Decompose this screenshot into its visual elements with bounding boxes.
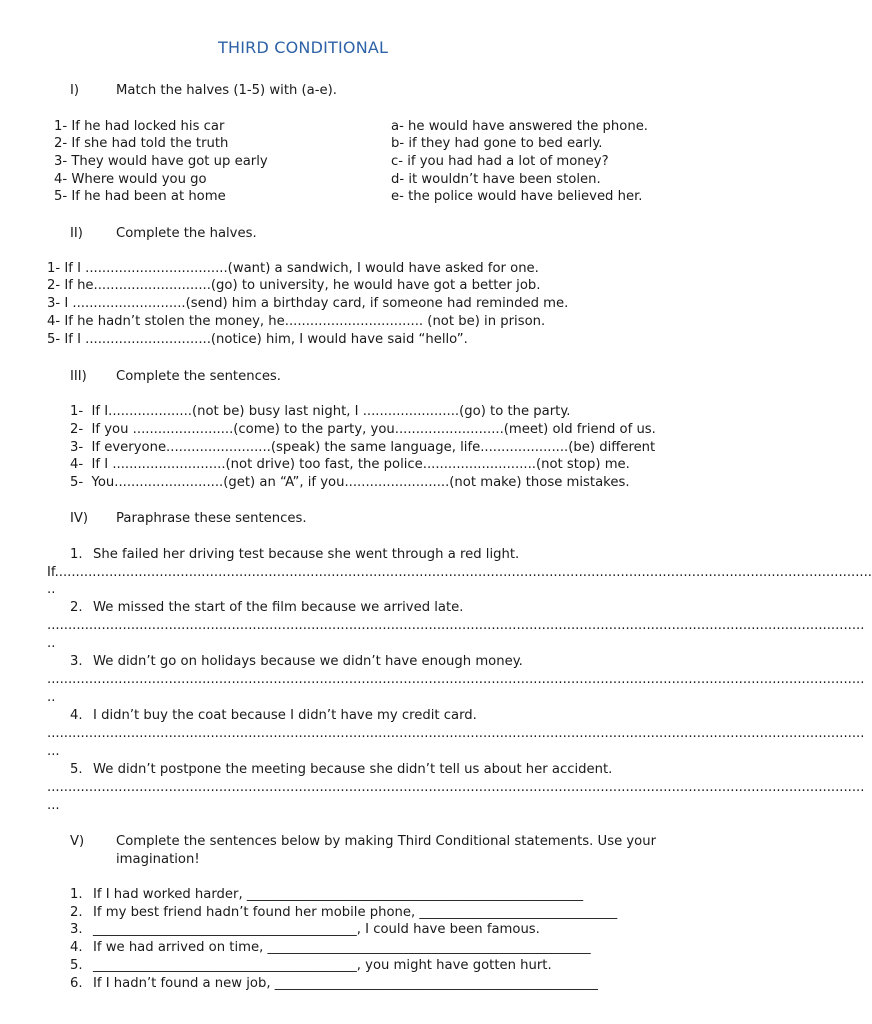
statement-number: 1.: [70, 887, 83, 902]
match-right-item: b- if they had gone to bed early.: [391, 136, 603, 151]
halves-item: 1- If I ..................................(want) a sandwich, I would have asked for one.: [47, 261, 539, 276]
halves-item: 2- If he............................(go) to university, he would have got a better job.: [47, 278, 541, 293]
statement-number: 4.: [70, 940, 83, 955]
match-right-item: a- he would have answered the phone.: [391, 119, 648, 134]
section-2-number: II): [70, 226, 83, 241]
paraphrase-sentence: She failed her driving test because she went through a red light.: [93, 547, 520, 562]
match-left-item: 3- They would have got up early: [54, 154, 268, 169]
halves-item: 3- I ...........................(send) him a birthday card, if someone had reminded me.: [47, 296, 569, 311]
answer-line-tail: ..: [47, 636, 56, 651]
statement-item: ________________________________________, I could have been famous.: [93, 922, 540, 937]
paraphrase-number: 1.: [70, 547, 83, 562]
answer-line: ...................................................................................................................................................................................................: [47, 726, 865, 741]
statement-number: 6.: [70, 976, 83, 991]
match-left-item: 4- Where would you go: [54, 172, 207, 187]
match-right-item: e- the police would have believed her.: [391, 189, 643, 204]
answer-line: ...................................................................................................................................................................................................: [47, 780, 865, 795]
sentence-item: 3- If everyone.........................(speak) the same language, life.....................(be) different: [70, 440, 656, 455]
sentence-item: 5- You..........................(get) an “A”, if you.........................(not make) those mistakes.: [70, 475, 630, 490]
paraphrase-sentence: I didn’t buy the coat because I didn’t have my credit card.: [93, 708, 477, 723]
match-left-item: 1- If he had locked his car: [54, 119, 225, 134]
paraphrase-number: 5.: [70, 762, 83, 777]
section-1-instruction: Match the halves (1-5) with (a-e).: [116, 83, 337, 98]
answer-line: ...................................................................................................................................................................................................: [47, 618, 865, 633]
halves-item: 4- If he hadn’t stolen the money, he................................. (not be) in prison.: [47, 314, 546, 329]
statement-item: If I had worked harder, ___________________________________________________: [93, 887, 584, 902]
paraphrase-sentence: We missed the start of the film because we arrived late.: [93, 600, 464, 615]
section-5-instruction-cont: imagination!: [116, 852, 200, 867]
match-left-item: 2- If she had told the truth: [54, 136, 229, 151]
statement-number: 3.: [70, 922, 83, 937]
statement-item: If my best friend hadn’t found her mobile phone, ______________________________: [93, 905, 618, 920]
sentence-item: 4- If I ...........................(not drive) too fast, the police...........................(not stop) me.: [70, 457, 630, 472]
answer-line-tail: ...: [47, 744, 60, 759]
answer-line-tail: ..: [47, 690, 56, 705]
section-2-instruction: Complete the halves.: [116, 226, 257, 241]
match-right-item: c- if you had had a lot of money?: [391, 154, 609, 169]
page-title: THIRD CONDITIONAL: [218, 38, 389, 57]
paraphrase-number: 3.: [70, 654, 83, 669]
sentence-item: 2- If you ........................(come) to the party, you..........................(meet) old friend of us.: [70, 422, 656, 437]
statement-item: If we had arrived on time, _________________________________________________: [93, 940, 591, 955]
sentence-item: 1- If I....................(not be) busy last night, I .......................(go) to the party.: [70, 404, 571, 419]
paraphrase-number: 4.: [70, 708, 83, 723]
statement-item: If I hadn’t found a new job, _________________________________________________: [93, 976, 598, 991]
section-4-instruction: Paraphrase these sentences.: [116, 511, 307, 526]
paraphrase-sentence: We didn’t postpone the meeting because she didn’t tell us about her accident.: [93, 762, 613, 777]
answer-line-tail: ..: [47, 582, 56, 597]
answer-line-tail: ...: [47, 798, 60, 813]
section-4-number: IV): [70, 511, 89, 526]
section-1-number: I): [70, 83, 80, 98]
paraphrase-number: 2.: [70, 600, 83, 615]
section-3-instruction: Complete the sentences.: [116, 369, 281, 384]
answer-line: ...................................................................................................................................................................................................: [47, 672, 865, 687]
statement-item: ________________________________________, you might have gotten hurt.: [93, 958, 552, 973]
section-3-number: III): [70, 369, 87, 384]
statement-number: 2.: [70, 905, 83, 920]
halves-item: 5- If I ..............................(notice) him, I would have said “hello”.: [47, 332, 468, 347]
section-5-instruction: Complete the sentences below by making Third Conditional statements. Use your: [116, 834, 657, 849]
match-left-item: 5- If he had been at home: [54, 189, 226, 204]
section-5-number: V): [70, 834, 85, 849]
paraphrase-sentence: We didn’t go on holidays because we didn’t have enough money.: [93, 654, 523, 669]
answer-line: If...................................................................................................................................................................................................: [47, 565, 872, 580]
statement-number: 5.: [70, 958, 83, 973]
match-right-item: d- it wouldn’t have been stolen.: [391, 172, 601, 187]
